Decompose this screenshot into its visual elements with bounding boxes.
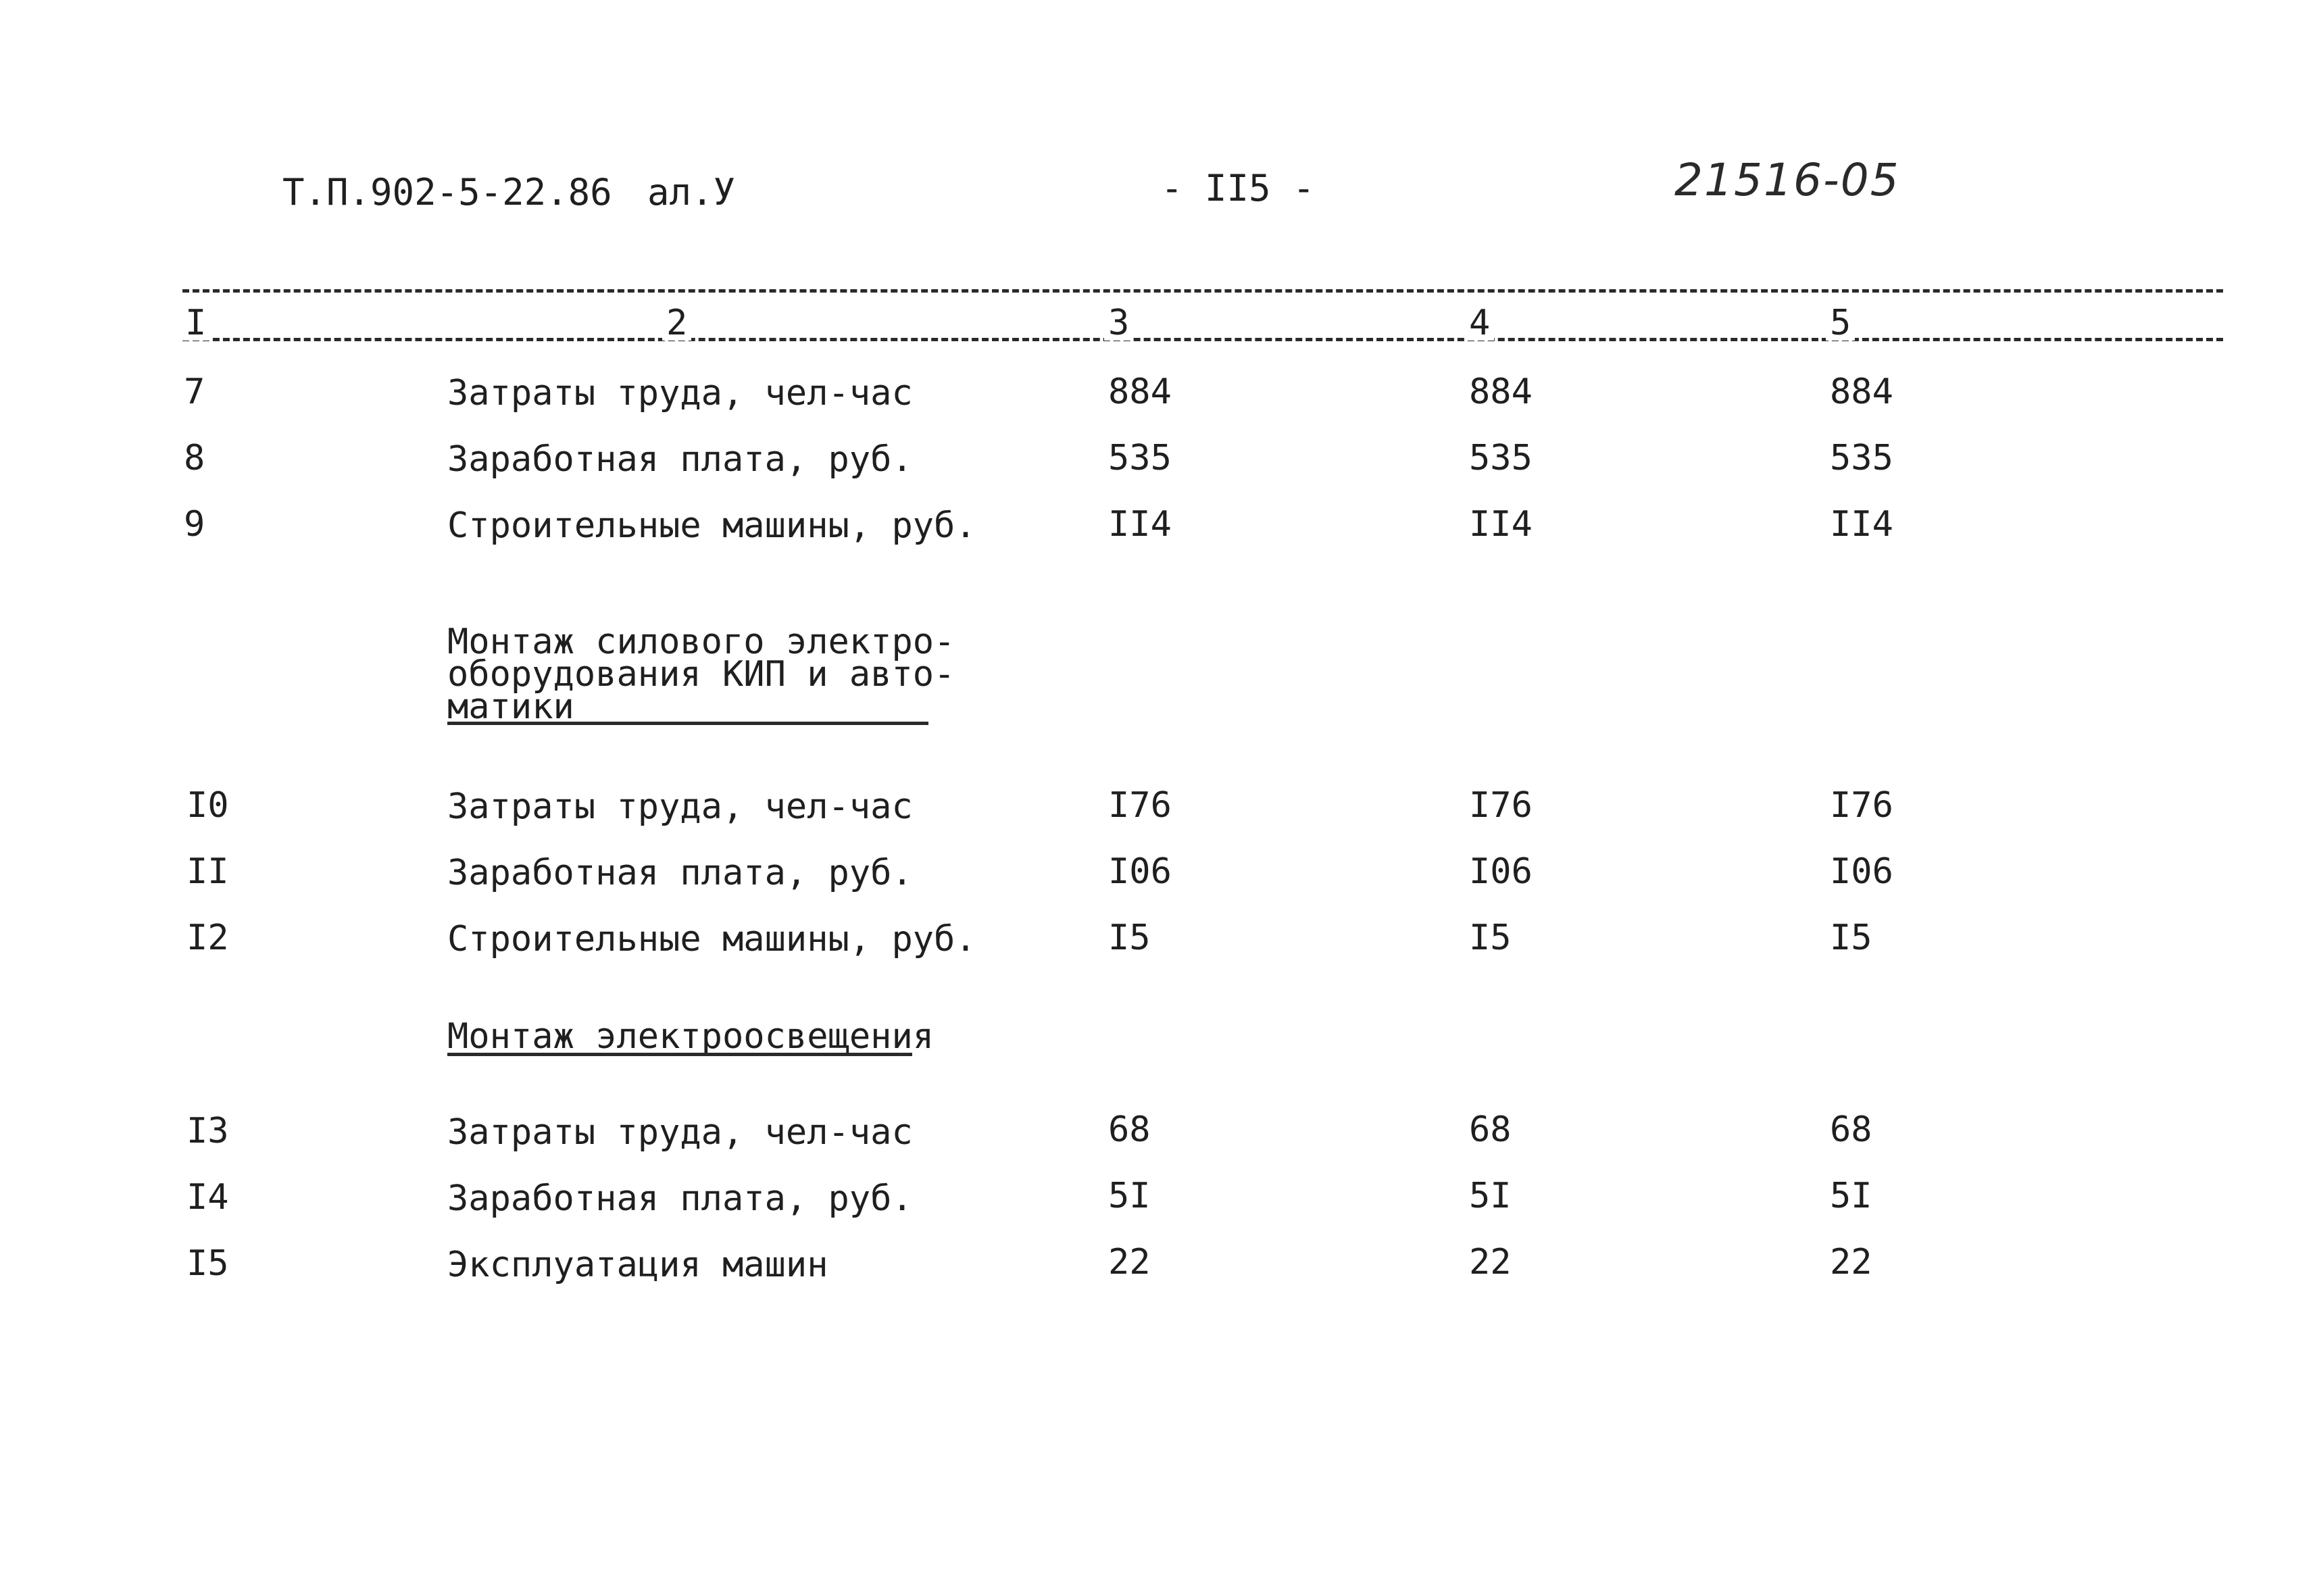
row-label: Заработная плата, руб. [447, 439, 913, 480]
section-heading-line: Монтаж силового электро- [447, 622, 955, 662]
row-number: 7 [184, 372, 205, 412]
row-value-col4: 5I [1469, 1176, 1512, 1216]
row-value-col3: I06 [1108, 851, 1172, 892]
document-code: Т.П.902-5-22.86 [282, 171, 612, 214]
row-value-col4: I06 [1469, 851, 1533, 892]
row-label: Заработная плата, руб. [447, 853, 913, 893]
section-heading-power-equipment [447, 622, 955, 727]
row-label: Эксплуатация машин [447, 1245, 828, 1285]
row-value-col3: 884 [1108, 372, 1172, 412]
album-label: ал.У [647, 171, 736, 214]
row-label: Строительные машины, руб. [447, 919, 976, 959]
row-value-col5: 22 [1830, 1242, 1872, 1282]
row-number: II [186, 851, 229, 892]
row-value-col5: I06 [1830, 851, 1893, 892]
handwritten-number: 21516-05 [1674, 154, 1900, 206]
row-number: I2 [186, 918, 229, 958]
column-number-3: 3 [1104, 305, 1133, 341]
page-number: - II5 - [1161, 167, 1315, 209]
row-value-col5: 535 [1830, 438, 1893, 478]
row-value-col4: I76 [1469, 785, 1533, 826]
row-number: I3 [186, 1111, 229, 1151]
row-value-col3: 535 [1108, 438, 1172, 478]
section-heading-underline [447, 722, 928, 725]
row-value-col4: I5 [1469, 918, 1512, 958]
row-label: Строительные машины, руб. [447, 505, 976, 546]
column-number-1: I [181, 305, 210, 341]
row-value-col5: I76 [1830, 785, 1893, 826]
row-value-col5: 68 [1830, 1109, 1872, 1150]
row-label: Затраты труда, чел-час [447, 787, 913, 827]
row-label: Заработная плата, руб. [447, 1178, 913, 1219]
row-number: I5 [186, 1243, 229, 1284]
table-header-dashed-rule [182, 338, 2223, 341]
row-value-col4: 22 [1469, 1242, 1512, 1282]
row-value-col4: 535 [1469, 438, 1533, 478]
row-value-col3: I5 [1108, 918, 1151, 958]
column-number-5: 5 [1826, 305, 1855, 341]
column-number-2: 2 [662, 305, 691, 341]
section-heading-line: оборудования КИП и авто- [447, 654, 955, 695]
row-label: Затраты труда, чел-час [447, 373, 913, 414]
row-number: I4 [186, 1177, 229, 1218]
row-label: Затраты труда, чел-час [447, 1112, 913, 1153]
row-value-col4: 68 [1469, 1109, 1512, 1150]
row-value-col5: 5I [1830, 1176, 1872, 1216]
row-value-col5: 884 [1830, 372, 1893, 412]
row-number: 8 [184, 438, 205, 478]
section-heading-underline [447, 1053, 912, 1056]
row-value-col4: 884 [1469, 372, 1533, 412]
row-number: I0 [186, 785, 229, 826]
row-value-col4: II4 [1469, 504, 1533, 545]
section-heading-lighting: Монтаж электроосвещения [447, 1016, 935, 1057]
row-value-col3: 5I [1108, 1176, 1151, 1216]
row-value-col3: 68 [1108, 1109, 1151, 1150]
row-value-col3: II4 [1108, 504, 1172, 545]
column-number-4: 4 [1465, 305, 1494, 341]
table-top-dashed-rule [182, 289, 2223, 293]
row-value-col3: 22 [1108, 1242, 1151, 1282]
row-value-col5: II4 [1830, 504, 1893, 545]
row-number: 9 [184, 504, 205, 545]
section-heading-line: матики [447, 687, 574, 727]
row-value-col5: I5 [1830, 918, 1872, 958]
row-value-col3: I76 [1108, 785, 1172, 826]
